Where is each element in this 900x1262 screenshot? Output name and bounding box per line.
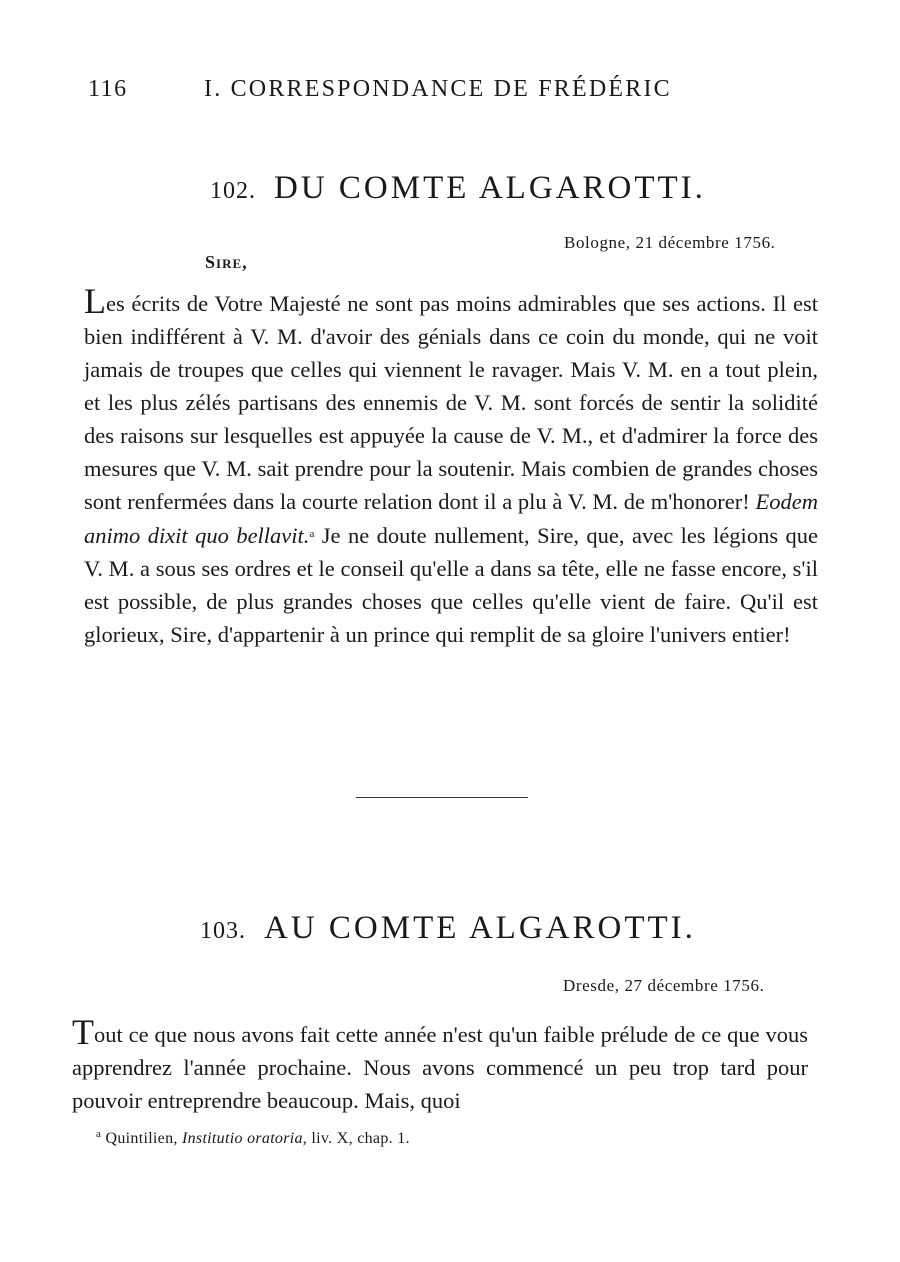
letter-title: DU COMTE ALGAROTTI. <box>274 170 706 206</box>
section-divider <box>356 797 528 798</box>
letter-heading-103 <box>200 910 696 947</box>
letter-title: AU COMTE ALGAROTTI. <box>264 910 696 946</box>
footnote <box>96 1128 410 1148</box>
letter-place-date: Dresde, 27 décembre 1756. <box>563 976 765 995</box>
drop-cap: T <box>72 1012 94 1052</box>
latin-quote: Eodem animo dixit quo bellavit. <box>84 489 818 548</box>
salutation: Sire, <box>205 252 248 272</box>
letter-body-102 <box>84 283 818 651</box>
footnote-author: Quintilien, <box>105 1130 182 1147</box>
letter-number: 103. <box>200 918 246 944</box>
letter-body-103 <box>72 1014 808 1117</box>
footnote-location: liv. X, chap. 1. <box>307 1130 410 1147</box>
letter-heading-102 <box>210 170 706 207</box>
footnote-marker: a <box>309 528 315 540</box>
drop-cap: L <box>84 281 106 321</box>
letter-place-date: Bologne, 21 décembre 1756. <box>564 233 776 252</box>
letter-number: 102. <box>210 178 256 204</box>
page-number: 116 <box>88 76 128 102</box>
footnote-marker: a <box>96 1128 102 1140</box>
body-text-part-b: Je ne doute nullement, Sire, que, avec les légions que V. M. a sous ses ordres et le conseil qu'elle a dans sa tête, elle ne fasse encore, s'il est possible, de plus grandes choses que celles qu'elle vient de faire. Qu'il est glorieux, Sire, d'appartenir à un prince qui remplit de sa gloire l'univers entier! <box>84 523 818 647</box>
running-title: I. CORRESPONDANCE DE FRÉDÉRIC <box>204 76 672 102</box>
body-text: out ce que nous avons fait cette année n'est qu'un faible prélude de ce que vous apprendrez l'année prochaine. Nous avons commencé un peu trop tard pour pouvoir entreprendre beaucoup. Mais, quoi <box>72 1022 808 1113</box>
footnote-work: Institutio oratoria, <box>181 1130 308 1147</box>
body-text-part-a: es écrits de Votre Majesté ne sont pas moins admirables que ses actions. Il est bien indifférent à V. M. d'avoir des génials dans ce coin du monde, qui ne voit jamais de troupes que celles qui viennent le ravager. Mais V. M. en a tout plein, et les plus zélés partisans des ennemis de V. M. sont forcés de sentir la solidité des raisons sur lesquelles est appuyée la cause de V. M., et d'admirer la force des mesures que V. M. sait prendre pour la soutenir. Mais combien de grandes choses sont renfermées dans la courte relation dont il a plu à V. M. de m'honorer! <box>84 291 818 514</box>
